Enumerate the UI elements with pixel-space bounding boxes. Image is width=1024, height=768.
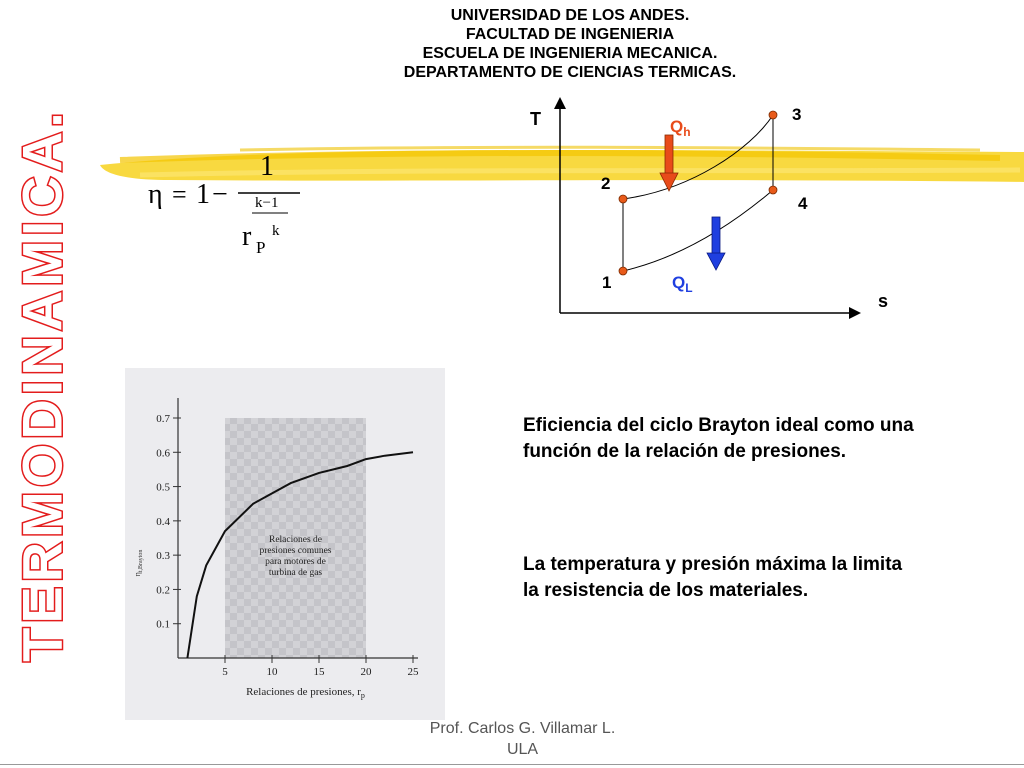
- process-4-1: [623, 190, 773, 271]
- state-label-4: 4: [798, 194, 808, 213]
- state-label-3: 3: [792, 105, 802, 124]
- brayton-efficiency-chart: [125, 368, 445, 720]
- side-title: TERMODINAMICA.: [10, 108, 74, 662]
- ql-arrow: [707, 217, 725, 270]
- formula-minus: −: [212, 179, 228, 210]
- formula-exp-denominator: k: [272, 223, 280, 239]
- y-tick-label: 0.6: [156, 447, 170, 460]
- t-axis-label: T: [530, 109, 541, 129]
- qh-label: $Q_h$: [670, 117, 691, 139]
- annotation-line: para motores de: [265, 557, 326, 567]
- state-point-1: [619, 267, 627, 275]
- header-university: UNIVERSIDAD DE LOS ANDES.: [450, 7, 690, 24]
- process-2-3: [623, 115, 773, 199]
- ql-label: $Q_L$: [672, 273, 693, 295]
- formula-base: r: [242, 221, 252, 252]
- qh-arrow: [660, 135, 678, 191]
- formula-equals: =: [172, 180, 187, 209]
- annotation-line: Relaciones de: [268, 535, 323, 545]
- formula-base-sub: P: [256, 238, 266, 257]
- efficiency-formula: [140, 145, 320, 265]
- bottom-divider: [0, 764, 1024, 765]
- description-materials: La temperatura y presión máxima la limita la resistencia de los materiales.: [523, 554, 903, 601]
- state-label-1: 1: [602, 273, 612, 292]
- footer-author: Prof. Carlos G. Villamar L.: [429, 720, 616, 737]
- x-tick-label: 20: [360, 666, 372, 678]
- y-tick-label: 0.5: [156, 481, 170, 494]
- state-point-3: [769, 111, 777, 119]
- y-tick-label: 0.7: [156, 413, 170, 425]
- x-tick-label: 10: [266, 666, 278, 678]
- formula-one: 1: [196, 179, 210, 210]
- x-axis-label-sub: p: [360, 691, 365, 700]
- state-point-2: [619, 195, 627, 203]
- formula-numerator: 1: [260, 151, 274, 182]
- y-tick-label: 0.4: [156, 515, 170, 528]
- header-department: DEPARTAMENTO DE CIENCIAS TERMICAS.: [403, 64, 737, 81]
- footer-institution: ULA: [506, 741, 539, 758]
- header-school: ESCUELA DE INGENIERIA MECANICA.: [422, 45, 718, 62]
- formula-eta: η: [148, 179, 163, 210]
- state-label-2: 2: [601, 174, 611, 193]
- formula-exp-numerator: k−1: [255, 195, 279, 211]
- annotation-line: turbina de gas: [268, 568, 323, 578]
- x-tick-label: 25: [407, 666, 419, 678]
- x-axis-label: Relaciones de presiones, $r_p$: [246, 686, 365, 700]
- y-tick-label: 0.2: [156, 584, 170, 597]
- x-tick-label: 5: [222, 666, 228, 678]
- annotation-line: presiones comunes: [259, 546, 332, 556]
- y-axis-label: $\eta_{t,Brayton}$: [133, 549, 144, 577]
- x-tick-label: 15: [313, 666, 325, 678]
- header-faculty: FACULTAD DE INGENIERIA: [465, 26, 675, 43]
- y-tick-label: 0.3: [156, 550, 170, 563]
- state-point-4: [769, 186, 777, 194]
- footer: [380, 718, 665, 760]
- y-axis-label-sub: t,Brayton: [138, 549, 144, 573]
- description-efficiency: Eficiencia del ciclo Brayton ideal como una función de la relación de presiones.: [523, 415, 914, 462]
- ts-diagram: [520, 95, 900, 325]
- y-tick-label: 0.1: [156, 618, 170, 631]
- s-axis-label: s: [878, 291, 889, 311]
